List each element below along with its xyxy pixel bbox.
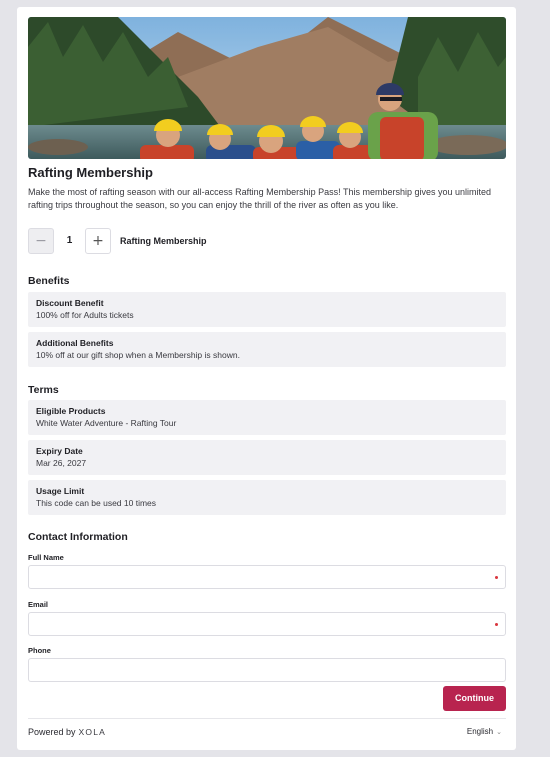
phone-input[interactable] — [28, 658, 506, 682]
booking-card — [17, 7, 516, 750]
rafting-photo — [28, 17, 506, 159]
phone-label: Phone — [28, 646, 51, 655]
full-name-label: Full Name — [28, 553, 64, 562]
term-item — [28, 400, 506, 435]
term-value: Mar 26, 2027 — [36, 458, 87, 468]
term-item — [28, 440, 506, 475]
term-value: This code can be used 10 times — [36, 498, 157, 508]
powered-by — [28, 727, 106, 737]
language-selector[interactable] — [467, 727, 502, 736]
benefit-item — [28, 292, 506, 327]
email-input[interactable] — [28, 612, 506, 636]
language-label: English — [466, 727, 494, 736]
benefit-title: Additional Benefits — [36, 338, 114, 348]
term-item — [28, 480, 506, 515]
hero-image — [28, 17, 506, 159]
plus-icon: + — [92, 233, 104, 249]
term-title: Usage Limit — [36, 486, 85, 496]
full-name-input[interactable] — [28, 565, 506, 589]
product-title: Rafting Membership — [28, 165, 153, 180]
term-title: Expiry Date — [36, 446, 83, 456]
term-value: White Water Adventure - Rafting Tour — [36, 418, 177, 428]
terms-heading: Terms — [28, 384, 59, 396]
quantity-decrease-button[interactable] — [28, 228, 54, 254]
contact-heading: Contact Information — [28, 531, 128, 543]
quantity-row — [28, 228, 506, 254]
term-title: Eligible Products — [36, 406, 106, 416]
benefit-value: 10% off at our gift shop when a Membership is shown. — [36, 350, 240, 360]
product-description: Make the most of rafting season with our all-access Rafting Membership Pass! This membership gives you unlimited rafting trips throughout the season, so you can enjoy the thrill of the river as often as you like. — [28, 187, 492, 210]
minus-icon: − — [35, 233, 47, 249]
benefit-value: 100% off for Adults tickets — [36, 310, 134, 320]
quantity-label: Rafting Membership — [120, 236, 207, 246]
xola-logo[interactable]: XOLA — [78, 727, 107, 737]
quantity-increase-button[interactable] — [85, 228, 111, 254]
email-label: Email — [28, 600, 49, 609]
continue-button[interactable]: Continue — [443, 686, 506, 711]
benefit-title: Discount Benefit — [36, 298, 104, 308]
benefit-item — [28, 332, 506, 367]
benefits-heading: Benefits — [28, 275, 70, 287]
required-indicator — [495, 576, 498, 579]
required-indicator — [495, 623, 498, 626]
powered-by-text: Powered by — [28, 727, 76, 737]
quantity-value: 1 — [66, 235, 73, 246]
chevron-down-icon: ⌄ — [496, 729, 502, 736]
footer-divider — [28, 718, 506, 719]
